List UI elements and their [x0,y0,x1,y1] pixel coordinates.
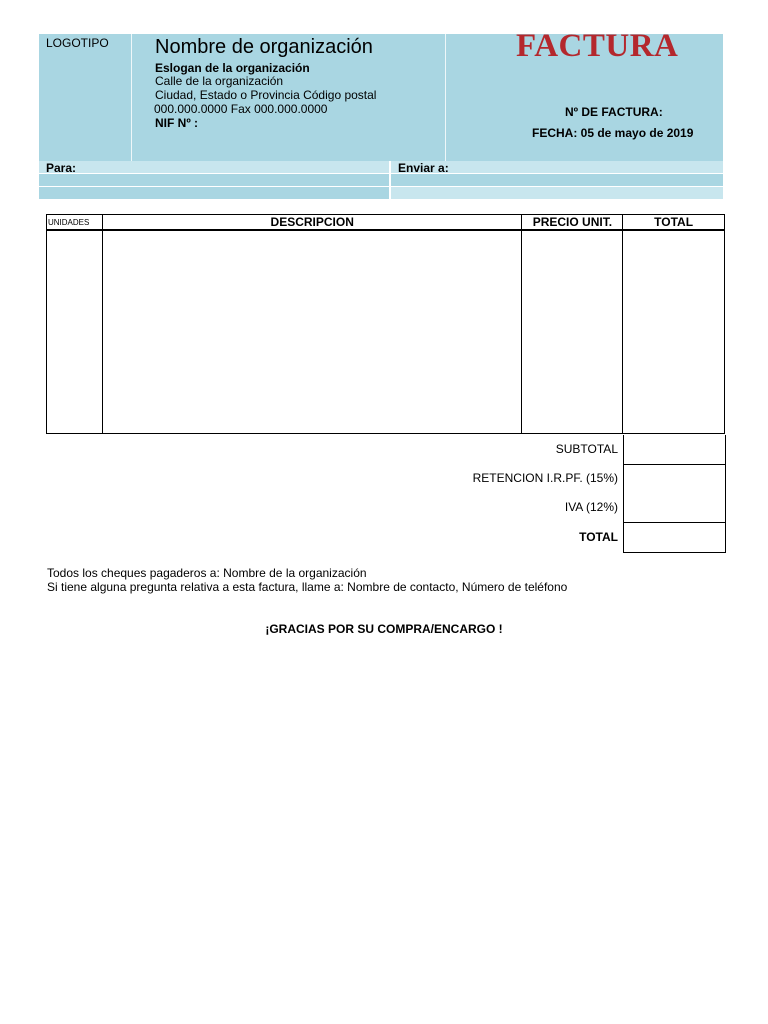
logo-placeholder: LOGOTIPO [46,36,109,50]
total-value-box[interactable] [623,522,726,553]
total-label: TOTAL [579,530,618,544]
parties-band-row [39,187,723,199]
organization-street: Calle de la organización [155,74,284,88]
description-cell[interactable] [102,230,522,434]
subtotal-label: SUBTOTAL [555,442,618,456]
column-header-total: TOTAL [623,215,725,231]
organization-nif: NIF Nº : [155,116,199,130]
units-cell[interactable] [47,230,103,434]
column-header-description: DESCRIPCION [102,215,522,231]
organization-phone-fax: 000.000.0000 Fax 000.000.0000 [154,102,328,116]
subtotal-value-box[interactable] [623,435,726,464]
parties-band-row [39,174,723,186]
retention-label: RETENCION I.R.PF. (15%) [472,471,618,485]
header-divider [131,34,132,161]
thank-you-message: ¡GRACIAS POR SU COMPRA/ENCARGO ! [265,622,503,636]
invoice-date: FECHA: 05 de mayo de 2019 [532,126,694,140]
retention-value-box[interactable] [623,464,726,494]
column-header-unit-price: PRECIO UNIT. [522,215,623,231]
contact-note: Si tiene alguna pregunta relativa a esta factura, llame a: Nombre de contacto, Número de teléfono [47,580,568,594]
invoice-number-label: Nº DE FACTURA: [565,105,663,119]
items-table [46,214,725,434]
ship-to-label: Enviar a: [398,161,449,175]
total-cell[interactable] [623,230,725,434]
payable-to-note: Todos los cheques pagaderos a: Nombre de la organización [47,566,367,580]
parties-label-band [39,161,723,173]
organization-name: Nombre de organización [155,36,373,58]
vat-label: IVA (12%) [564,500,618,514]
vat-value-box[interactable] [623,493,726,522]
column-header-units: UNIDADES [47,215,103,231]
bill-to-label: Para: [46,161,77,175]
document-title: FACTURA [516,28,679,64]
organization-city: Ciudad, Estado o Provincia Código postal [155,88,377,102]
items-header-row [47,215,725,231]
header-divider [445,34,446,161]
items-body-row [47,230,725,434]
unit-price-cell[interactable] [522,230,623,434]
organization-slogan: Eslogan de la organización [155,61,310,75]
